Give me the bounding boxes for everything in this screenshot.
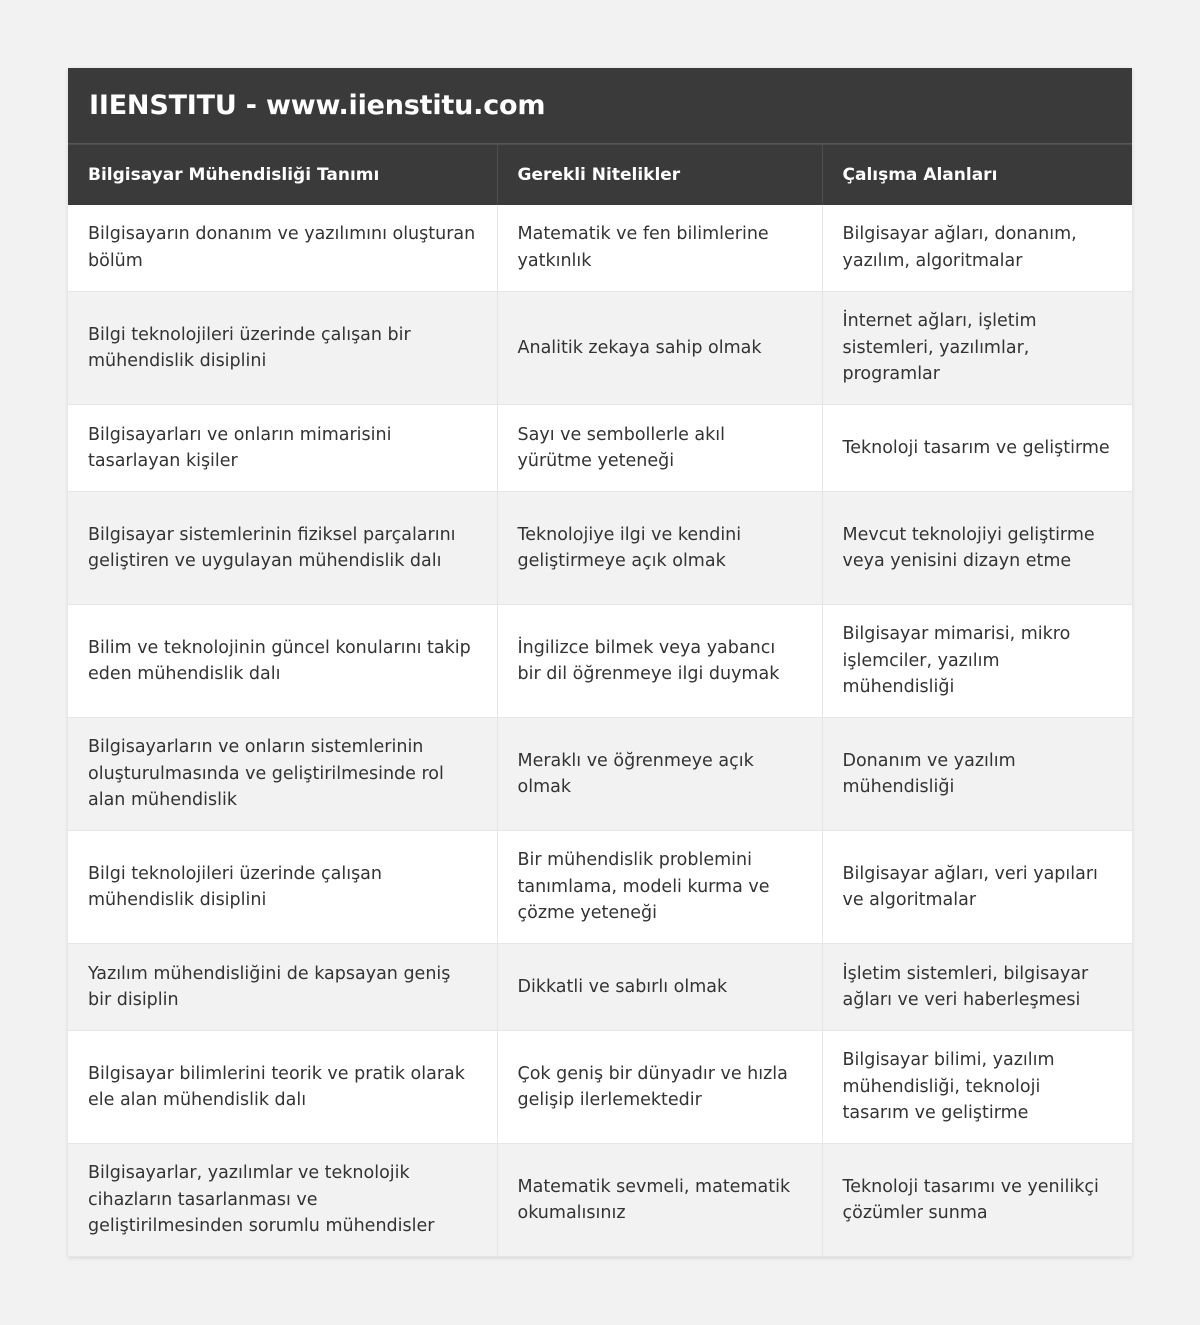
info-table (68, 144, 1132, 1257)
table-row (68, 292, 1132, 405)
table-row (68, 1031, 1132, 1144)
table-cell: Bilgisayar mimarisi, mikro işlemciler, yazılım mühendisliği (822, 605, 1132, 718)
page-title: IIENSTITU - www.iienstitu.com (89, 90, 546, 121)
table-row (68, 944, 1132, 1031)
table-cell: Teknoloji tasarımı ve yenilikçi çözümler sunma (822, 1144, 1132, 1257)
table-cell: Bir mühendislik problemini tanımlama, modeli kurma ve çözme yeteneği (497, 831, 822, 944)
table-cell: Sayı ve sembollerle akıl yürütme yeteneği (497, 405, 822, 492)
table-cell: Matematik sevmeli, matematik okumalısınız (497, 1144, 822, 1257)
table-header-row (68, 145, 1132, 205)
table-row (68, 605, 1132, 718)
table-row (68, 1144, 1132, 1257)
table-cell: Meraklı ve öğrenmeye açık olmak (497, 718, 822, 831)
table-cell: Bilgisayarın donanım ve yazılımını oluşturan bölüm (68, 205, 497, 292)
table-cell: Teknolojiye ilgi ve kendini geliştirmeye açık olmak (497, 492, 822, 605)
table-cell: Bilgisayarlar, yazılımlar ve teknolojik cihazların tasarlanması ve geliştirilmesinden sorumlu mühendisler (68, 1144, 497, 1257)
table-cell: Bilgisayar bilimlerini teorik ve pratik olarak ele alan mühendislik dalı (68, 1031, 497, 1144)
column-header-definition: Bilgisayar Mühendisliği Tanımı (68, 145, 497, 205)
table-cell: Yazılım mühendisliğini de kapsayan geniş bir disiplin (68, 944, 497, 1031)
table-cell: Bilgi teknolojileri üzerinde çalışan mühendislik disiplini (68, 831, 497, 944)
table-cell: İşletim sistemleri, bilgisayar ağları ve veri haberleşmesi (822, 944, 1132, 1031)
column-header-work-areas: Çalışma Alanları (822, 145, 1132, 205)
table-row (68, 831, 1132, 944)
table-cell: İnternet ağları, işletim sistemleri, yazılımlar, programlar (822, 292, 1132, 405)
table-cell: Bilgisayarları ve onların mimarisini tasarlayan kişiler (68, 405, 497, 492)
table-cell: Dikkatli ve sabırlı olmak (497, 944, 822, 1031)
column-header-qualifications: Gerekli Nitelikler (497, 145, 822, 205)
table-cell: Bilgisayar sistemlerinin fiziksel parçalarını geliştiren ve uygulayan mühendislik dalı (68, 492, 497, 605)
table-row (68, 405, 1132, 492)
table-row (68, 718, 1132, 831)
table-cell: Bilgi teknolojileri üzerinde çalışan bir mühendislik disiplini (68, 292, 497, 405)
table-cell: Donanım ve yazılım mühendisliği (822, 718, 1132, 831)
table-cell: Bilim ve teknolojinin güncel konularını takip eden mühendislik dalı (68, 605, 497, 718)
table-row (68, 492, 1132, 605)
table-title-bar (68, 68, 1132, 144)
table-cell: Teknoloji tasarım ve geliştirme (822, 405, 1132, 492)
table-cell: Analitik zekaya sahip olmak (497, 292, 822, 405)
table-card (68, 68, 1132, 1257)
table-cell: Mevcut teknolojiyi geliştirme veya yenisini dizayn etme (822, 492, 1132, 605)
table-cell: Çok geniş bir dünyadır ve hızla gelişip ilerlemektedir (497, 1031, 822, 1144)
table-cell: Bilgisayarların ve onların sistemlerinin oluşturulmasında ve geliştirilmesinde rol alan mühendislik (68, 718, 497, 831)
table-cell: İngilizce bilmek veya yabancı bir dil öğrenmeye ilgi duymak (497, 605, 822, 718)
table-cell: Bilgisayar ağları, donanım, yazılım, algoritmalar (822, 205, 1132, 292)
table-cell: Matematik ve fen bilimlerine yatkınlık (497, 205, 822, 292)
table-cell: Bilgisayar ağları, veri yapıları ve algoritmalar (822, 831, 1132, 944)
table-row (68, 205, 1132, 292)
table-cell: Bilgisayar bilimi, yazılım mühendisliği, teknoloji tasarım ve geliştirme (822, 1031, 1132, 1144)
